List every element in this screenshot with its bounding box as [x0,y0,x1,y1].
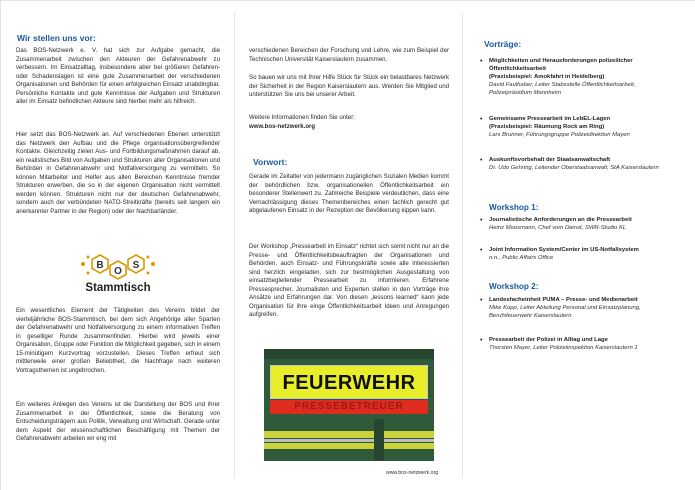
ws2-item-1: • Landesfacheinheit PUMA – Presse- und Medienarbeit Mike Kopp, Leiter Abteilung Personal und Einsatzplanung, Berufsfeuerwehr Kaiserslautern [480,297,641,319]
middle-paragraph-1: verschiedenen Bereichen der Forschung und Lehre, wie zum Beispiel der Technischen Universität Kaiserslautern zusammen. [249,47,449,63]
column-program [474,1,679,490]
foreword-heading: Vorwort: [253,157,288,167]
bullet-icon: • [480,157,483,164]
column-about [16,1,220,490]
talks-heading: Vorträge: [484,39,522,49]
about-paragraph-3: Ein wesentliches Element der Tätigkeiten des Vereins bildet der vierteljährliche BOS-Stammtisch, bei dem sich Angehörige aller Sparten der Gefahrenabwehr und Notfallversorgung zu einem informativen Treffen in geselliger Runde zusammenfinden. Hierbei wird jeweils einer Organisation, Gruppe oder Funktion die Möglichkeit gegeben, sich in einem 15-minütigem Kurzvortrag vorzustellen. Dieses Treffen erfreut sich mittlerweile einer großen Beliebtheit, die Nachfrage nach weiteren Vortragsthemen ist ungebrochen. [16,307,220,374]
column-foreword [249,1,449,490]
vest-text-pressebetreuer: PRESSEBETREUER [294,401,404,412]
logo-letter-b: B [96,260,104,271]
logo-letter-s: S [132,260,140,271]
info-line: Weitere Informationen finden Sie unter: [249,114,355,121]
vest-yellow-badge [270,365,428,399]
foreword-paragraph-2: Der Workshop „Pressearbeit im Einsatz“ richtet sich somit nicht nur an die Presse- und Öffentlichkeitsbeauftragten der Organisationen und Behörden, auch Einsatz- und Führungskräfte sowie alle Interessierten sind herzlich eingeladen, sich zur bestmöglichen Ausgestaltung von einsatzbegleitender Pressearbeit zu informieren. Erfahrene Pressesprecher, Journalisten und Experten stellen in den Vorträge ihre Ansätze und Erfahrungen dar. Von diesen „lessons learned“ kann jede Organisation für ihre einge Öffentlichkeitsarbeit Ideen und Anregungen aufgreifen. [249,243,449,319]
talk-item-1: • Möglichkeiten und Herausforderungen polizeilicher Öffentlichkeitsarbeit (Praxisbeispiel: Amokfahrt in Heidelberg) David Faulhaber, Leiter Stabsstelle Öffentlichkeitsarbeit, Polizeipräsidium Mannheim [480,58,636,96]
middle-paragraph-2: So bauen wir uns mit Ihrer Hilfe Stück für Stück ein belastbares Netzwerk der Sicherheit in der Region Kaiserslautern aus. Werden Sie Mitglied und unterstützen Sie uns bei unserer Arbeit. [249,74,449,99]
footer-url: www.bos-netzwerk.org [386,470,439,476]
bos-hexagon-icon [78,251,158,285]
vest-red-badge [270,400,428,414]
logo-caption: Stammtisch [85,282,151,294]
bullet-icon: • [480,247,483,254]
ws1-item-1: • Journalistische Anforderungen an die Pressearbeit Heinz Moosmann, Chef vom Dienst, SWR-Studio KL [480,217,632,231]
bullet-icon: • [480,297,483,304]
talk-item-3: • Auskunftsvorbehalt der Staatsanwaltschaft Dr. Udo Gehring, Leitender Oberstaatsanwalt, StA Kaiserslautern [480,157,659,171]
workshop-1-heading: Workshop 1: [489,203,539,212]
bullet-icon: • [480,58,483,65]
fold-line-right [462,13,463,478]
about-heading: Wir stellen uns vor: [17,33,96,43]
about-paragraph-4: Ein weiteres Anliegen des Vereins ist die Darstellung der BOS und ihrer Zusammenarbeit in der Öffentlichkeit, sowie die Beratung von Entscheidungsträgern aus Politik, Verwaltung und Wirtschaft. Gerade unter dem Aspekt der wissenschaftlichen Beschäftigung mit Themen der Gefahrenabwehr arbeiten wir eng mit [16,401,220,443]
press-vest-photo [264,349,434,461]
fold-line-left [234,13,235,478]
ws2-item-2: • Pressearbeit der Polizei in Alltag und Lage Thorsten Mayer, Leiter Polizeiinspektion Kaiserslautern 1 [480,337,638,351]
bullet-icon: • [480,217,483,224]
workshop-2-heading: Workshop 2: [489,282,539,291]
bullet-icon: • [480,337,483,344]
about-paragraph-2: Hier setzt das BOS-Netzwerk an. Auf verschiedenen Ebenen unterstützt das Netzwerk den Aufbau und die Pflege organisationsübergreifender Kontakte. Gleichzeitig zielen Aus- und Fortbildungsmaßnahmen darauf ab, ein realistisches Bild von Aufgaben und Strukturen aller Organisationen und Behörden in Gefahrenabwehr und Notfallversorgung zu vermitteln. So können Mitarbeiter und Helfer aus allen Bereichen Kenntnisse fremder Strukturen erwerben, die so in der eigenen Organisation nicht vermittelt werden können. Strukturen nicht nur der deutschen Gefahrenabwehr, sondern auch der verbündeten NATO-Streitkräfte (bereits seit langem ein anerkannter Partner in der Region) oder der Nachbarländer. [16,131,220,215]
bullet-icon: • [480,116,483,123]
foreword-paragraph-1: Gerade im Zeitalter von jedermann zugänglichen Sozialen Medien kommt der behördlichen bzw. organisationellen Öffentlichkeitsarbeit ein besonderer Stellenwert zu. Zahlreiche Beispiele verdeutlichen, dass eine Vernachlässigung dieses Themenbereiches einen fachlich gerecht gut abgelaufenen Einsatz in der Rezeption der Bevölkerung kippen kann. [249,173,449,215]
about-paragraph-1: Das BOS-Netzwerk e. V. hat sich zur Aufgabe gemacht, die Zusammenarbeit zwischen den Akteuren der Gefahrenabwehr zu verbessern. Im Einsatzalltag, insbesondere aber bei größeren Gefahren- oder Schadenslagen ist eine gute Zusammenarbeit der verschiedenen Organisationen und Behörden für einen erfolgreichen Einsatz unabdingbar. Persönliche Kontakte und gute Kenntnisse der Aufgaben und Strukturen aller im Einsatz befindlichen Akteure sind hierbei mehr als hilfreich. [16,47,220,106]
bos-stammtisch-logo [78,251,158,301]
logo-letter-o: O [114,266,122,277]
vest-text-feuerwehr: FEUERWEHR [282,372,416,394]
website-link[interactable]: www.bos-netzwerk.org [249,123,316,130]
ws1-item-2: • Joint Information System/Center im US-Notfallsystem n.n., Public Affairs Office [480,247,639,261]
talk-item-2: • Gemeinsame Pressearbeit im LebEL-Lagen (Praxisbeispiel: Räumung Rock am Ring) Lars Brunner, Führungsgruppe Polizeidirektion Mayen [480,116,630,138]
